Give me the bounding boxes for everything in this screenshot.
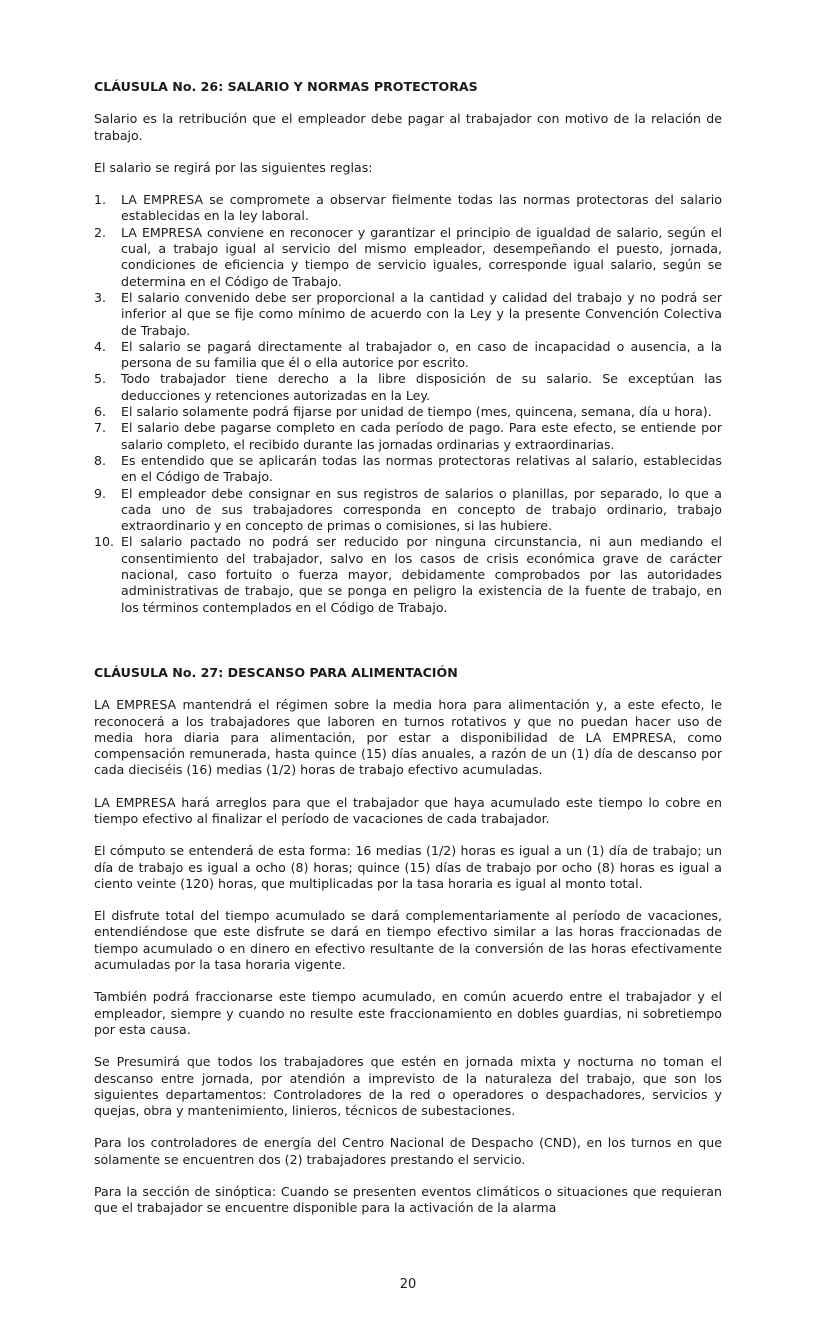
- list-item: [94, 192, 722, 225]
- clause-27-paragraph: También podrá fraccionarse este tiempo acumulado, en común acuerdo entre el trabajador y el empleador, siempre y cuando no resulte este fraccionamiento en dobles guardias, ni sobretiempo por esta causa.: [94, 989, 722, 1037]
- list-item-number: 3.: [94, 289, 107, 305]
- list-item-text: LA EMPRESA conviene en reconocer y garantizar el principio de igualdad de salario, según el cual, a trabajo igual al servicio del mismo empleador, desempeñando el puesto, jornada, condiciones de eficiencia y tiempo de servicio iguales, corresponde igual salario, según se determina en el Código de Trabajo.: [121, 224, 722, 289]
- list-item-text: LA EMPRESA se compromete a observar fielmente todas las normas protectoras del salario establecidas en la ley laboral.: [121, 192, 722, 224]
- clause-27-paragraph: El disfrute total del tiempo acumulado se dará complementariamente al período de vacaciones, entendiéndose que este disfrute se dará en tiempo efectivo similar a las horas fraccionadas de tiempo acumulado o en dinero en efectivo resultante de la conversión de las horas efectivamente acumuladas por la tasa horaria vigente.: [94, 908, 722, 973]
- clause-27-paragraph: LA EMPRESA hará arreglos para que el trabajador que haya acumulado este tiempo lo cobre en tiempo efectivo al finalizar el período de vacaciones de cada trabajador.: [94, 794, 722, 826]
- list-item-number: 10.: [94, 534, 115, 550]
- list-item: [94, 339, 722, 372]
- list-item-number: 1.: [94, 192, 107, 208]
- page-number: 20: [399, 1277, 417, 1292]
- list-item-text: El salario debe pagarse completo en cada período de pago. Para este efecto, se entiende por salario completo, el recibido durante las jornadas ordinarias y extraordinarias.: [121, 420, 722, 452]
- list-item-number: 6.: [94, 404, 107, 420]
- list-item-text: El salario convenido debe ser proporcional a la cantidad y calidad del trabajo y no podrá ser inferior al que se fije como mínimo de acuerdo con la Ley y la presente Convención Colectiva de Trabajo.: [121, 289, 722, 338]
- list-item-text: El salario solamente podrá fijarse por unidad de tiempo (mes, quincena, semana, día u hora).: [121, 404, 712, 420]
- list-item: [94, 534, 722, 615]
- list-item: [94, 225, 722, 290]
- list-item: [94, 453, 722, 486]
- clause-27-paragraph: Para los controladores de energía del Centro Nacional de Despacho (CND), en los turnos en que solamente se encuentren dos (2) trabajadores prestando el servicio.: [94, 1135, 722, 1167]
- clause-27-paragraph: Se Presumirá que todos los trabajadores que estén en jornada mixta y nocturna no toman el descanso entre jornada, por atendión a imprevisto de la naturaleza del trabajo, que son los siguientes departamentos: Controladores de la red o operadores o despachadores, servicios y quejas, obra y mantenimiento, linieros, técnicos de subestaciones.: [94, 1054, 722, 1119]
- list-item-text: Todo trabajador tiene derecho a la libre disposición de su salario. Se exceptúan las deducciones y retenciones autorizadas en la Ley.: [121, 371, 722, 403]
- list-item-number: 7.: [94, 420, 107, 436]
- list-item-text: El salario pactado no podrá ser reducido por ninguna circunstancia, ni aun mediando el consentimiento del trabajador, salvo en los casos de crisis económica grave de carácter nacional, caso fortuito o fuerza mayor, debidamente comprobados por las autoridades administrativas de trabajo, que se ponga en peligro la existencia de la fuente de trabajo, en los términos contemplados en el Código de Trabajo.: [121, 534, 722, 615]
- document-page: [94, 79, 722, 1217]
- list-item-number: 4.: [94, 338, 107, 354]
- list-item: [94, 371, 722, 404]
- list-item: [94, 420, 722, 453]
- clause-26-intro: Salario es la retribución que el empleador debe pagar al trabajador con motivo de la relación de trabajo.: [94, 111, 722, 143]
- clause-26-rules-list: [94, 192, 722, 616]
- list-item-number: 8.: [94, 452, 107, 468]
- list-item-text: El salario se pagará directamente al trabajador o, en caso de incapacidad o ausencia, a la persona de su familia que él o ella autorice por escrito.: [121, 338, 722, 371]
- list-item: [94, 290, 722, 339]
- clause-27-paragraph: LA EMPRESA mantendrá el régimen sobre la media hora para alimentación y, a este efecto, le reconocerá a los trabajadores que laboren en turnos rotativos y que no puedan hacer uso de media hora diaria para alimentación, por estar a disponibilidad de LA EMPRESA, como compensación remunerada, hasta quince (15) días anuales, a razón de un (1) día de descanso por cada dieciséis (16) medias (1/2) horas de trabajo efectivo acumuladas.: [94, 697, 722, 778]
- list-item-number: 5.: [94, 371, 107, 387]
- clause-27-paragraph: El cómputo se entenderá de esta forma: 16 medias (1/2) horas es igual a un (1) día de trabajo; un día de trabajo es igual a ocho (8) horas; quince (15) días de trabajo por ocho (8) horas es igual a ciento veinte (120) horas, que multiplicadas por la tasa horaria es igual al monto total.: [94, 843, 722, 891]
- clause-27-heading: CLÁUSULA No. 27: DESCANSO PARA ALIMENTACIÓN: [94, 664, 458, 680]
- clause-26-rules-intro: El salario se regirá por las siguientes reglas:: [94, 159, 373, 175]
- list-item-number: 9.: [94, 485, 107, 501]
- list-item: [94, 404, 722, 420]
- list-item-number: 2.: [94, 224, 107, 240]
- list-item: [94, 486, 722, 535]
- list-item-text: Es entendido que se aplicarán todas las normas protectoras relativas al salario, establecidas en el Código de Trabajo.: [121, 452, 722, 485]
- clause-27-paragraph: Para la sección de sinóptica: Cuando se presenten eventos climáticos o situaciones que requieran que el trabajador se encuentre disponible para la activación de la alarma: [94, 1184, 722, 1216]
- clause-26-heading: CLÁUSULA No. 26: SALARIO Y NORMAS PROTECTORAS: [94, 79, 478, 94]
- list-item-text: El empleador debe consignar en sus registros de salarios o planillas, por separado, lo que a cada uno de sus trabajadores corresponda en concepto de trabajo ordinario, trabajo extraordinario y en concepto de primas o comisiones, si las hubiere.: [121, 485, 722, 534]
